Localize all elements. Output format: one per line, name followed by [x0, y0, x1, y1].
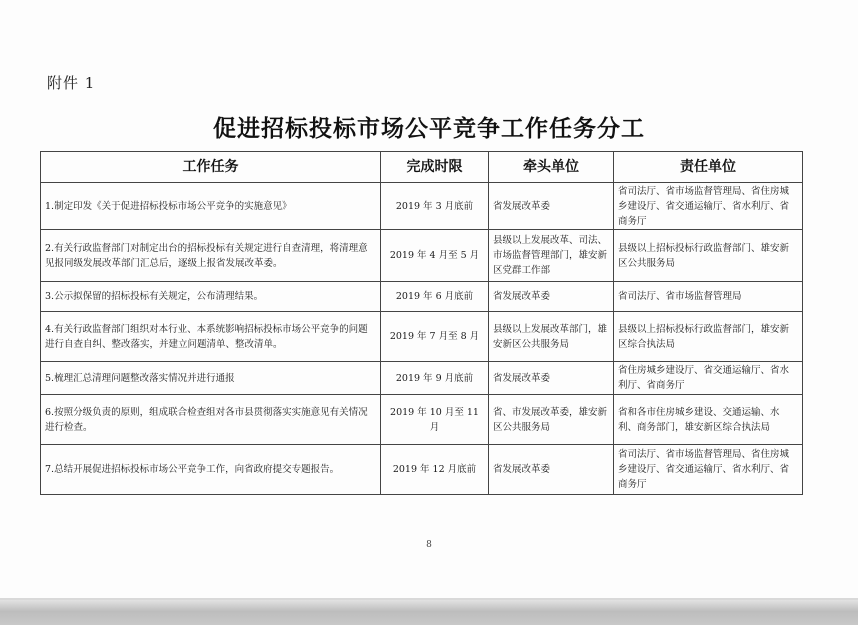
table-row — [41, 362, 803, 395]
header-task: 工作任务 — [41, 152, 381, 183]
table-row — [41, 395, 803, 445]
responsible-unit-cell: 省和各市住房城乡建设、交通运输、水利、商务部门，雄安新区综合执法局 — [614, 395, 803, 445]
lead-unit-cell: 省发展改革委 — [489, 282, 614, 312]
table-row — [41, 183, 803, 230]
lead-unit-cell: 县级以上发展改革部门，雄安新区公共服务局 — [489, 312, 614, 362]
table-row — [41, 230, 803, 282]
task-cell: 7.总结开展促进招标投标市场公平竞争工作，向省政府提交专题报告。 — [41, 445, 381, 495]
lead-unit-cell: 省发展改革委 — [489, 183, 614, 230]
deadline-cell: 2019 年 12 月底前 — [381, 445, 489, 495]
responsible-unit-cell: 省司法厅、省市场监督管理局、省住房城乡建设厅、省交通运输厅、省水利厅、省商务厅 — [614, 183, 803, 230]
task-cell: 5.梳理汇总清理问题整改落实情况并进行通报 — [41, 362, 381, 395]
task-cell: 4.有关行政监督部门组织对本行业、本系统影响招标投标市场公平竞争的问题进行自查自纠、整改落实，并建立问题清单、整改清单。 — [41, 312, 381, 362]
lead-unit-cell: 省发展改革委 — [489, 362, 614, 395]
task-cell: 2.有关行政监督部门对制定出台的招标投标有关规定进行自查清理，将清理意见报同级发展改革部门汇总后，逐级上报省发展改革委。 — [41, 230, 381, 282]
annex-label: 附件 1 — [47, 74, 96, 92]
deadline-cell: 2019 年 9 月底前 — [381, 362, 489, 395]
responsible-unit-cell: 省司法厅、省市场监督管理局、省住房城乡建设厅、省交通运输厅、省水利厅、省商务厅 — [614, 445, 803, 495]
task-cell: 6.按照分级负责的原则，组成联合检查组对各市县贯彻落实实施意见有关情况进行检查。 — [41, 395, 381, 445]
responsible-unit-cell: 县级以上招标投标行政监督部门、雄安新区公共服务局 — [614, 230, 803, 282]
table-row — [41, 312, 803, 362]
header-deadline: 完成时限 — [381, 152, 489, 183]
task-cell: 3.公示拟保留的招标投标有关规定，公布清理结果。 — [41, 282, 381, 312]
responsible-unit-cell: 省司法厅、省市场监督管理局 — [614, 282, 803, 312]
responsible-unit-cell: 县级以上招标投标行政监督部门，雄安新区综合执法局 — [614, 312, 803, 362]
header-responsible-unit: 责任单位 — [614, 152, 803, 183]
lead-unit-cell: 县级以上发展改革、司法、市场监督管理部门，雄安新区党群工作部 — [489, 230, 614, 282]
page-number: 8 — [426, 540, 432, 550]
header-lead-unit: 牵头单位 — [489, 152, 614, 183]
lead-unit-cell: 省、市发展改革委，雄安新区公共服务局 — [489, 395, 614, 445]
responsible-unit-cell: 省住房城乡建设厅、省交通运输厅、省水利厅、省商务厅 — [614, 362, 803, 395]
deadline-cell: 2019 年 6 月底前 — [381, 282, 489, 312]
scan-bottom-shadow — [0, 600, 858, 625]
table-row — [41, 445, 803, 495]
table-row — [41, 282, 803, 312]
deadline-cell: 2019 年 7 月至 8 月 — [381, 312, 489, 362]
task-cell: 1.制定印发《关于促进招标投标市场公平竞争的实施意见》 — [41, 183, 381, 230]
deadline-cell: 2019 年 3 月底前 — [381, 183, 489, 230]
deadline-cell: 2019 年 10 月至 11 月 — [381, 395, 489, 445]
table-header-row — [41, 152, 803, 183]
task-division-table — [40, 151, 803, 495]
lead-unit-cell: 省发展改革委 — [489, 445, 614, 495]
deadline-cell: 2019 年 4 月至 5 月 — [381, 230, 489, 282]
document-title: 促进招标投标市场公平竞争工作任务分工 — [213, 116, 645, 142]
